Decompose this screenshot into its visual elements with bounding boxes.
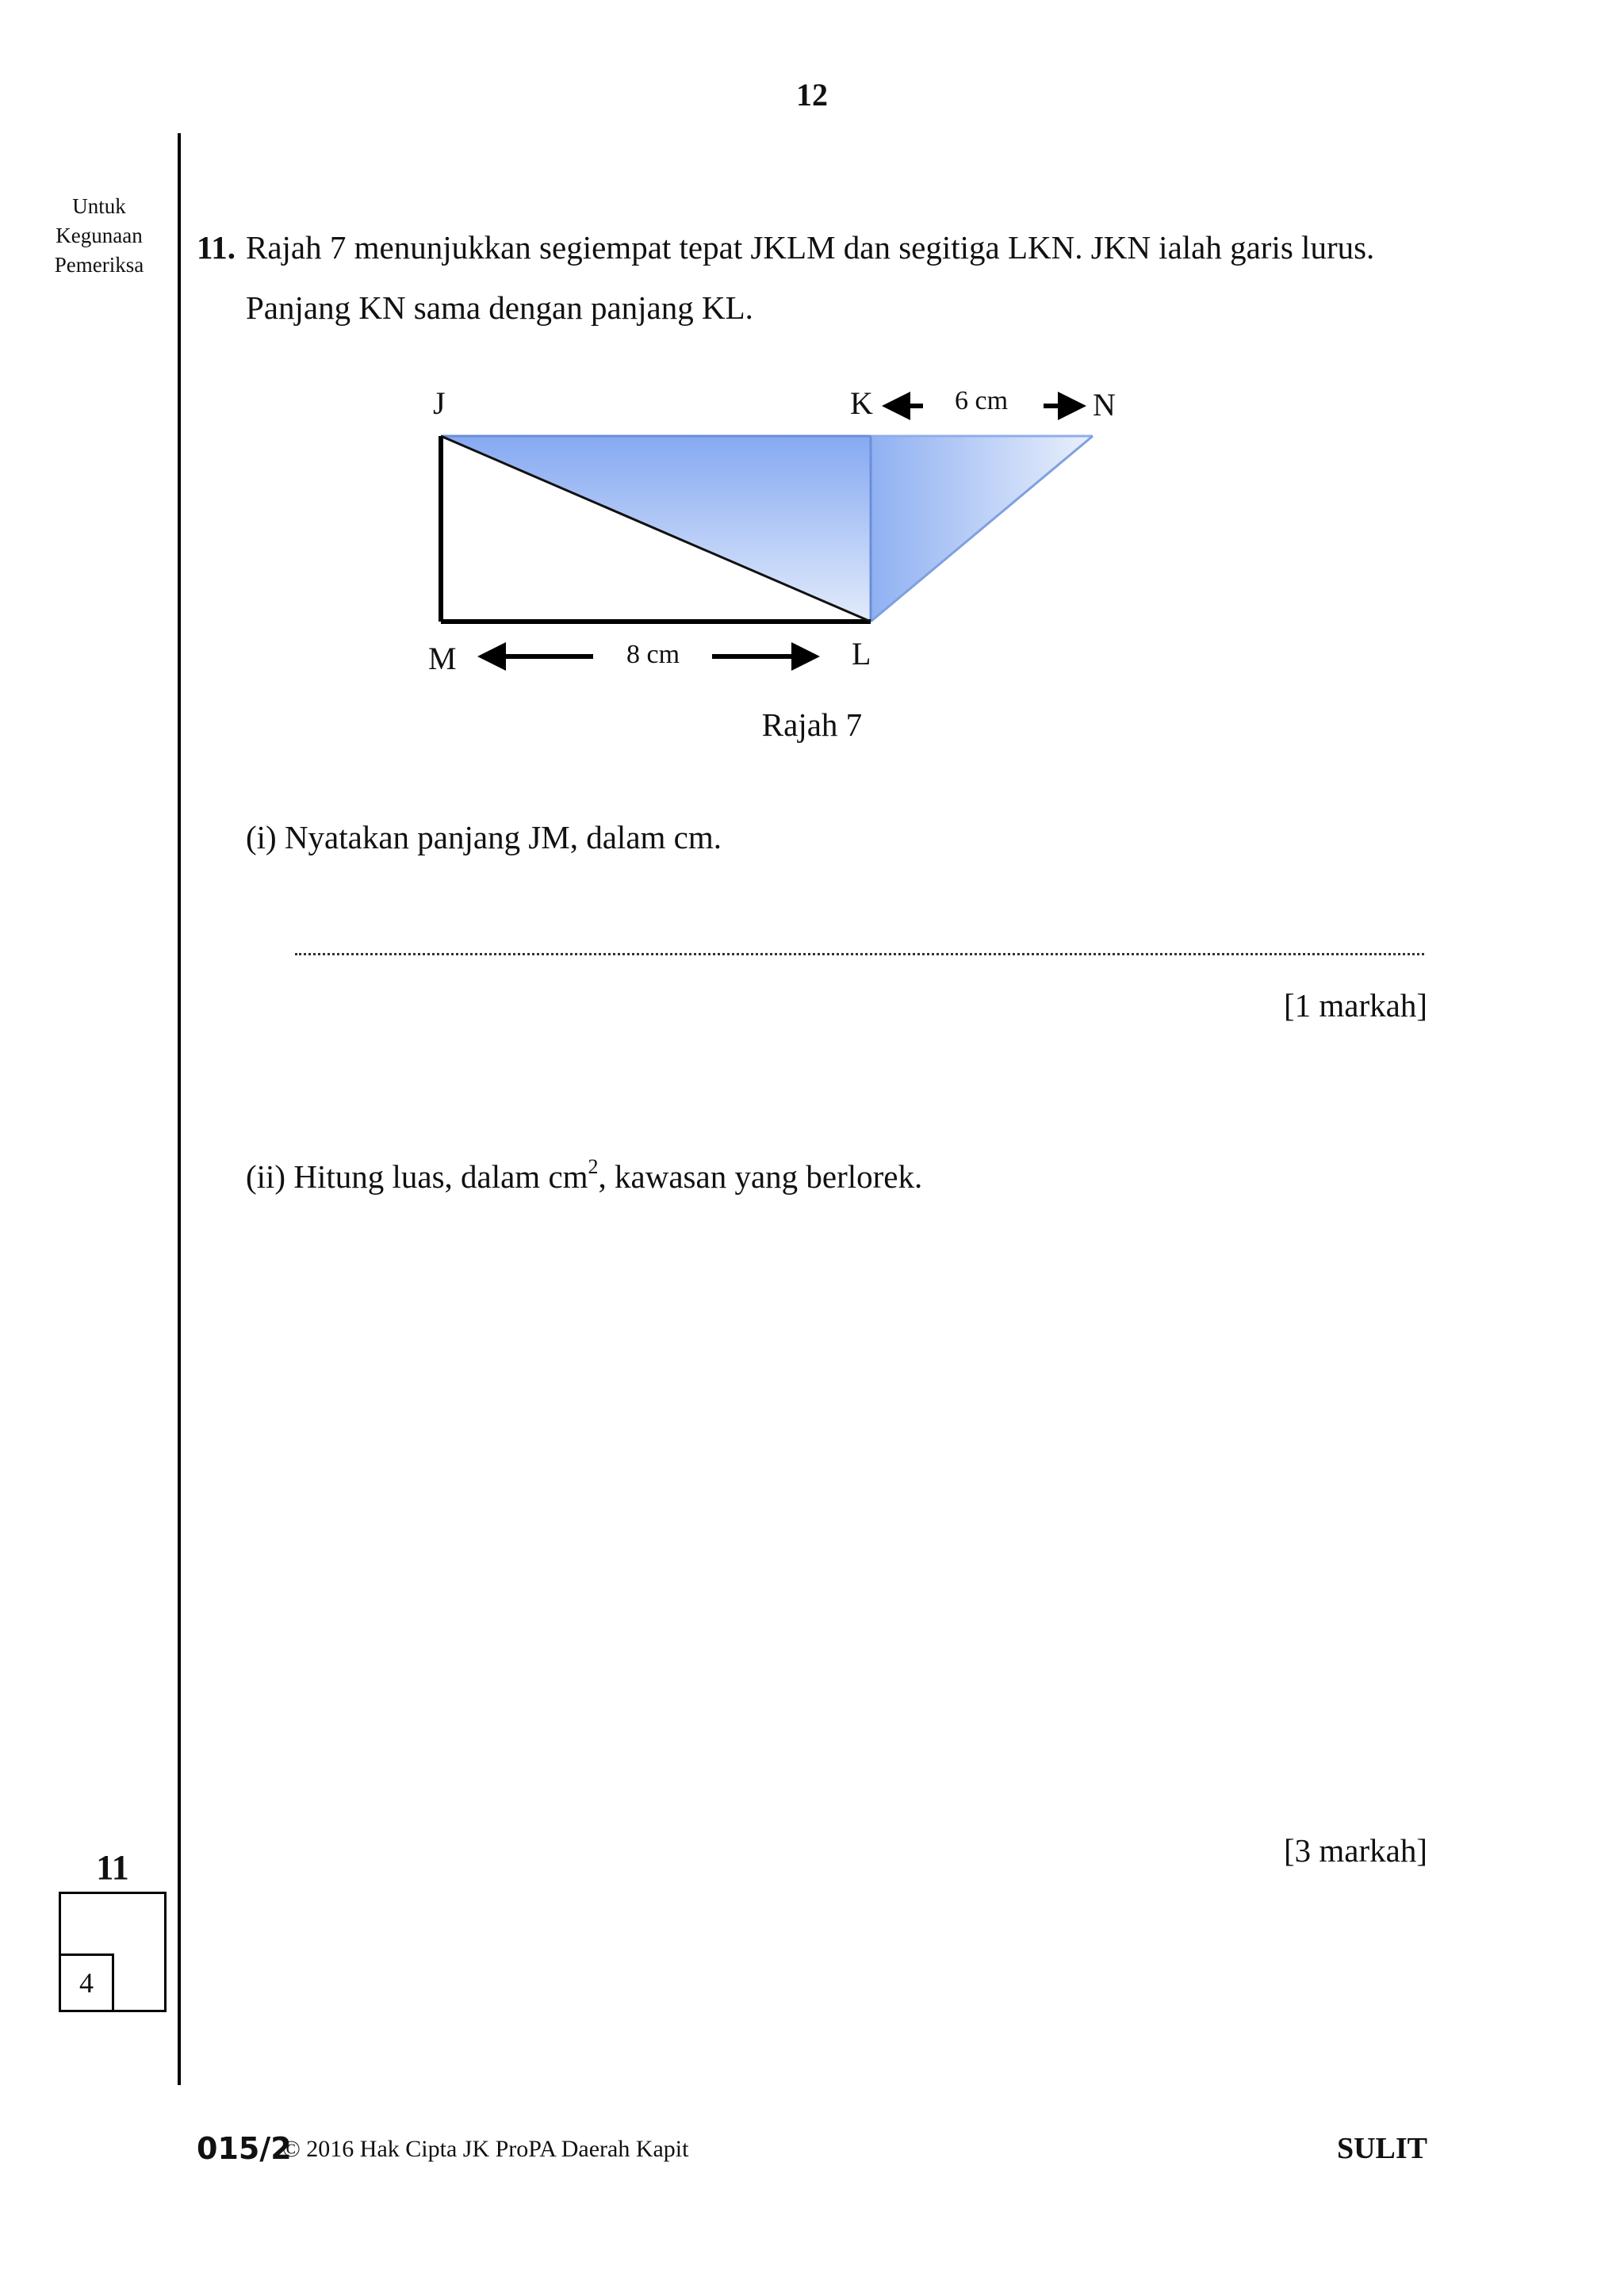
question-text-line: Panjang KN sama dengan panjang KL.: [246, 289, 753, 326]
part-i-question: (i) Nyatakan panjang JM, dalam cm.: [246, 819, 722, 855]
question-text-line: Rajah 7 menunjukkan segiempat tepat JKLM dan segitiga LKN. JKN ialah garis lurus.: [246, 229, 1375, 266]
label-l: L: [852, 636, 871, 672]
answer-line[interactable]: [295, 929, 1424, 955]
examiner-label-line: Kegunaan: [56, 224, 143, 247]
score-question-number: 11: [96, 1848, 129, 1887]
question-number: 11.: [197, 229, 236, 266]
classification-label: SULIT: [1336, 2132, 1427, 2165]
part-ii-text: (ii) Hitung luas, dalam cm: [246, 1158, 588, 1195]
marks-part-i: [1 markah]: [1284, 987, 1427, 1024]
label-k: K: [850, 385, 873, 421]
label-n: N: [1093, 387, 1116, 423]
copyright-text: © 2016 Hak Cipta JK ProPA Daerah Kapit: [282, 2136, 689, 2162]
page-number: 12: [796, 77, 828, 113]
figure-rajah-7: [0, 0, 1624, 714]
superscript-2: 2: [588, 1155, 599, 1178]
max-marks-box: 4: [59, 1954, 114, 2012]
figure-caption: Rajah 7: [761, 706, 863, 743]
dimension-ml: 8 cm: [626, 640, 680, 669]
label-j: J: [433, 385, 446, 421]
marks-part-ii: [3 markah]: [1284, 1832, 1427, 1869]
paper-code: 015/2: [197, 2131, 292, 2166]
part-ii-question: [246, 1155, 923, 1196]
examiner-label-line: Pemeriksa: [54, 253, 144, 277]
label-m: M: [428, 641, 457, 676]
dimension-kn: 6 cm: [955, 386, 1009, 415]
part-ii-text-end: , kawasan yang berlorek.: [598, 1158, 923, 1195]
examiner-label-line: Untuk: [72, 194, 126, 218]
